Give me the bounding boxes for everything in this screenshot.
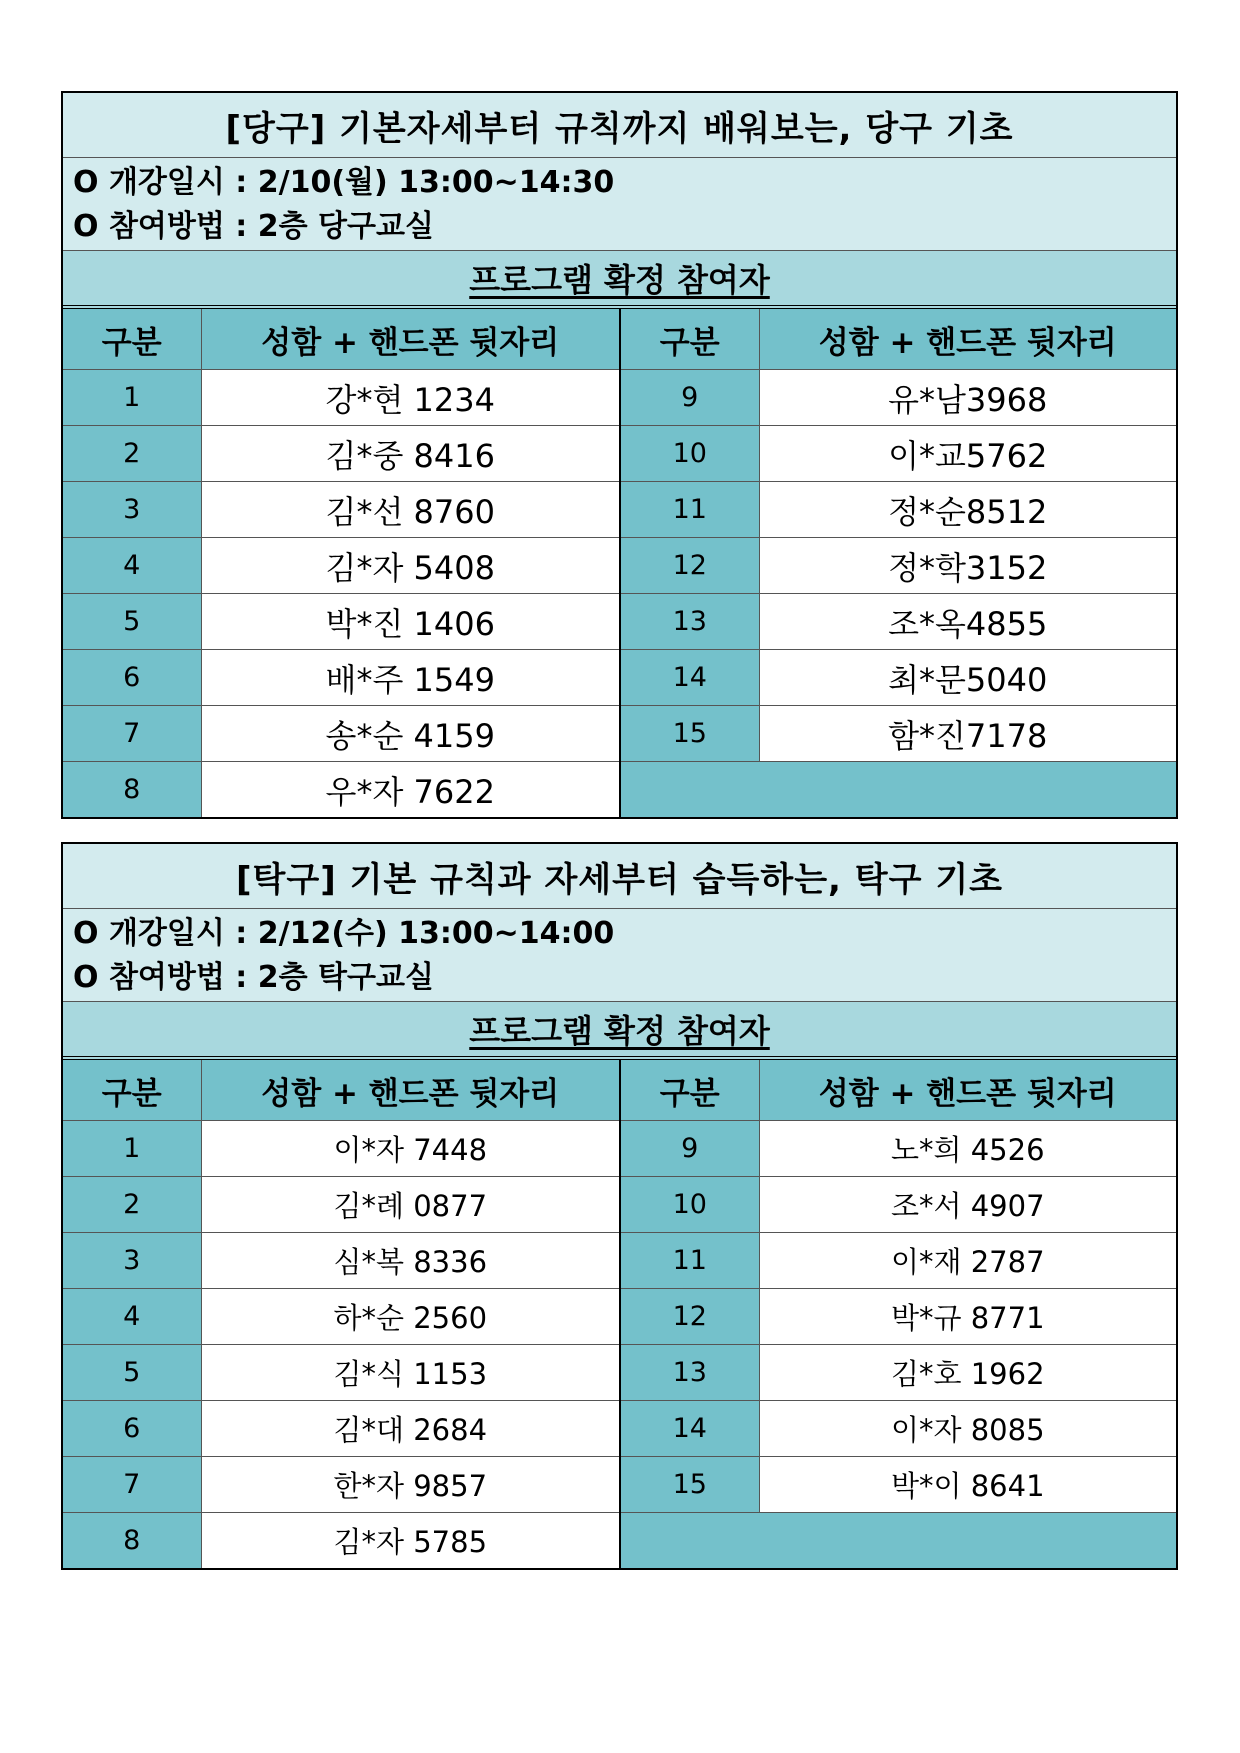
participant-name: 박*규 8771 bbox=[759, 1289, 1176, 1345]
header-name: 성함 + 핸드폰 뒷자리 bbox=[759, 1060, 1176, 1121]
participant-name: 김*호 1962 bbox=[759, 1345, 1176, 1401]
row-number: 3 bbox=[63, 482, 201, 538]
participant-name: 김*대 2684 bbox=[201, 1401, 620, 1457]
participant-name: 이*재 2787 bbox=[759, 1233, 1176, 1289]
row-number: 9 bbox=[620, 1121, 759, 1177]
table-row bbox=[63, 594, 1176, 650]
info-date: O 개강일시 : 2/10(월) 13:00~14:30 bbox=[73, 165, 615, 200]
table-row bbox=[63, 1233, 1176, 1289]
row-number: 1 bbox=[63, 1121, 201, 1177]
row-number: 15 bbox=[620, 706, 759, 762]
participant-name: 최*문5040 bbox=[759, 650, 1176, 706]
participant-name: 김*중 8416 bbox=[201, 426, 620, 482]
row-number: 6 bbox=[63, 650, 201, 706]
row-number: 14 bbox=[620, 650, 759, 706]
row-number: 7 bbox=[63, 1457, 201, 1513]
participant-name: 이*교5762 bbox=[759, 426, 1176, 482]
participant-name: 김*례 0877 bbox=[201, 1177, 620, 1233]
table-row bbox=[63, 426, 1176, 482]
table-header-row bbox=[63, 309, 1176, 370]
info-block bbox=[63, 158, 1176, 251]
row-number: 3 bbox=[63, 1233, 201, 1289]
row-number: 6 bbox=[63, 1401, 201, 1457]
table-row bbox=[63, 1401, 1176, 1457]
billiards-section bbox=[61, 91, 1178, 819]
table-row bbox=[63, 1345, 1176, 1401]
table-row bbox=[63, 482, 1176, 538]
participant-name: 김*자 5408 bbox=[201, 538, 620, 594]
participant-name: 노*희 4526 bbox=[759, 1121, 1176, 1177]
row-number: 11 bbox=[620, 1233, 759, 1289]
row-number: 10 bbox=[620, 426, 759, 482]
table-row bbox=[63, 762, 1176, 818]
row-number: 8 bbox=[63, 1513, 201, 1569]
table-row bbox=[63, 650, 1176, 706]
participant-name: 함*진7178 bbox=[759, 706, 1176, 762]
table-row bbox=[63, 370, 1176, 426]
header-name: 성함 + 핸드폰 뒷자리 bbox=[759, 309, 1176, 370]
header-no: 구분 bbox=[63, 1060, 201, 1121]
empty-cell bbox=[620, 762, 1176, 818]
participant-name: 송*순 4159 bbox=[201, 706, 620, 762]
participants-table bbox=[63, 309, 1176, 817]
section-title: [탁구] 기본 규칙과 자세부터 습득하는, 탁구 기초 bbox=[63, 844, 1176, 909]
header-no: 구분 bbox=[620, 1060, 759, 1121]
row-number: 2 bbox=[63, 1177, 201, 1233]
row-number: 15 bbox=[620, 1457, 759, 1513]
participant-name: 정*학3152 bbox=[759, 538, 1176, 594]
participant-name: 조*옥4855 bbox=[759, 594, 1176, 650]
row-number: 13 bbox=[620, 1345, 759, 1401]
participant-name: 조*서 4907 bbox=[759, 1177, 1176, 1233]
row-number: 4 bbox=[63, 538, 201, 594]
confirmed-participants-heading: 프로그램 확정 참여자 bbox=[63, 1002, 1176, 1060]
empty-cell bbox=[620, 1513, 1176, 1569]
participant-name: 하*순 2560 bbox=[201, 1289, 620, 1345]
row-number: 11 bbox=[620, 482, 759, 538]
section-title: [당구] 기본자세부터 규칙까지 배워보는, 당구 기초 bbox=[63, 93, 1176, 158]
row-number: 12 bbox=[620, 1289, 759, 1345]
participant-name: 강*현 1234 bbox=[201, 370, 620, 426]
header-no: 구분 bbox=[620, 309, 759, 370]
row-number: 14 bbox=[620, 1401, 759, 1457]
table-row bbox=[63, 1513, 1176, 1569]
participant-name: 박*진 1406 bbox=[201, 594, 620, 650]
participant-name: 김*자 5785 bbox=[201, 1513, 620, 1569]
participant-name: 이*자 8085 bbox=[759, 1401, 1176, 1457]
participant-name: 유*남3968 bbox=[759, 370, 1176, 426]
row-number: 12 bbox=[620, 538, 759, 594]
participant-name: 우*자 7622 bbox=[201, 762, 620, 818]
table-tennis-section bbox=[61, 842, 1178, 1570]
confirmed-participants-heading: 프로그램 확정 참여자 bbox=[63, 251, 1176, 309]
header-name: 성함 + 핸드폰 뒷자리 bbox=[201, 309, 620, 370]
participant-name: 김*선 8760 bbox=[201, 482, 620, 538]
participant-name: 심*복 8336 bbox=[201, 1233, 620, 1289]
row-number: 13 bbox=[620, 594, 759, 650]
info-block bbox=[63, 909, 1176, 1002]
participant-name: 정*순8512 bbox=[759, 482, 1176, 538]
row-number: 9 bbox=[620, 370, 759, 426]
table-row bbox=[63, 538, 1176, 594]
row-number: 5 bbox=[63, 1345, 201, 1401]
participant-name: 배*주 1549 bbox=[201, 650, 620, 706]
header-no: 구분 bbox=[63, 309, 201, 370]
table-row bbox=[63, 1457, 1176, 1513]
row-number: 10 bbox=[620, 1177, 759, 1233]
row-number: 2 bbox=[63, 426, 201, 482]
participants-table bbox=[63, 1060, 1176, 1568]
row-number: 5 bbox=[63, 594, 201, 650]
participant-name: 박*이 8641 bbox=[759, 1457, 1176, 1513]
row-number: 4 bbox=[63, 1289, 201, 1345]
row-number: 7 bbox=[63, 706, 201, 762]
table-row bbox=[63, 1289, 1176, 1345]
row-number: 1 bbox=[63, 370, 201, 426]
participant-name: 김*식 1153 bbox=[201, 1345, 620, 1401]
table-row bbox=[63, 706, 1176, 762]
info-date: O 개강일시 : 2/12(수) 13:00~14:00 bbox=[73, 916, 615, 951]
info-location: O 참여방법 : 2층 탁구교실 bbox=[73, 960, 434, 995]
row-number: 8 bbox=[63, 762, 201, 818]
info-location: O 참여방법 : 2층 당구교실 bbox=[73, 209, 434, 244]
table-row bbox=[63, 1177, 1176, 1233]
table-header-row bbox=[63, 1060, 1176, 1121]
participant-name: 이*자 7448 bbox=[201, 1121, 620, 1177]
header-name: 성함 + 핸드폰 뒷자리 bbox=[201, 1060, 620, 1121]
table-row bbox=[63, 1121, 1176, 1177]
participant-name: 한*자 9857 bbox=[201, 1457, 620, 1513]
